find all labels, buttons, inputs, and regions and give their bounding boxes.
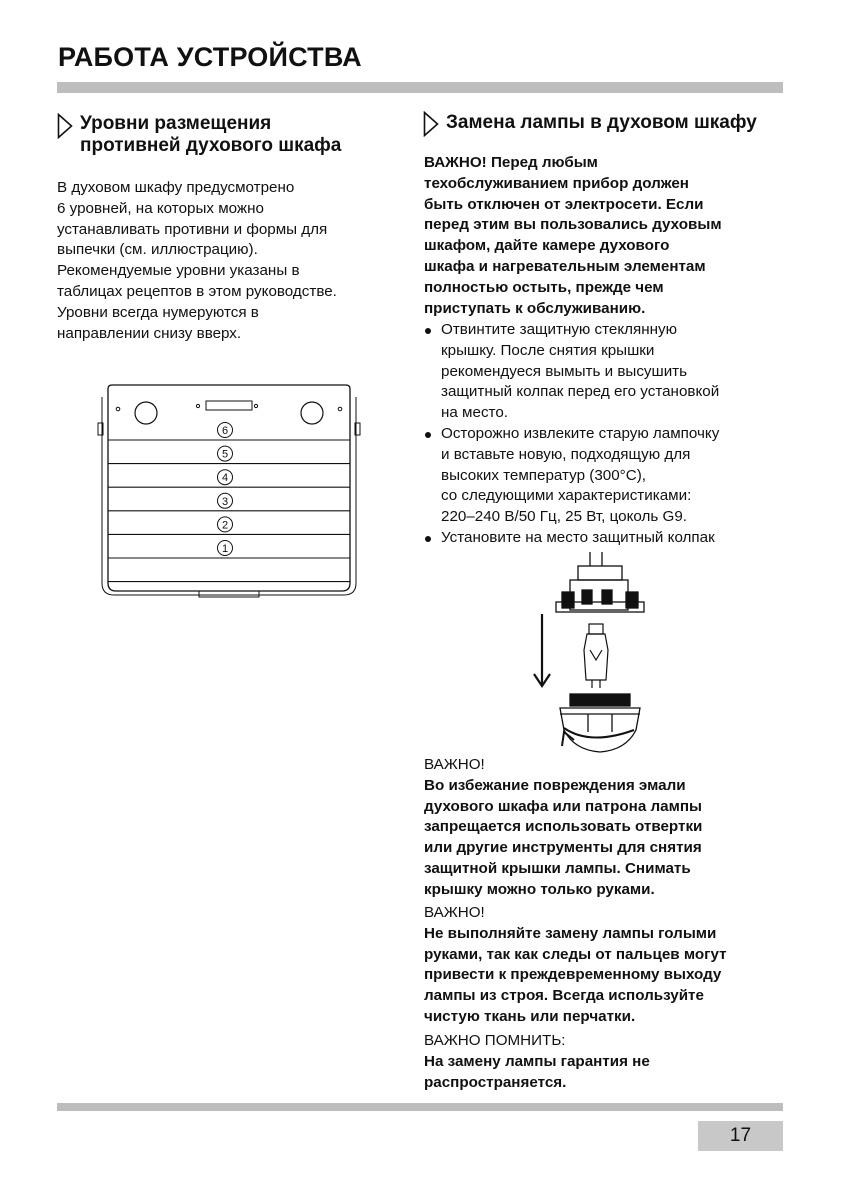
text-line: со следующими характеристиками: xyxy=(441,487,692,505)
footer-rule xyxy=(57,1103,783,1111)
heading-line: Уровни размещения xyxy=(80,113,272,134)
text-line: На замену лампы гарантия не xyxy=(424,1052,650,1070)
list-item xyxy=(424,320,719,424)
text-line: шкафом, дайте камере духового xyxy=(424,237,670,255)
section-heading-levels xyxy=(80,113,341,157)
text-line: Во избежание повреждения эмали xyxy=(424,776,686,794)
warning-body xyxy=(424,776,702,901)
text-line: высоких температур (300°C), xyxy=(441,466,646,484)
level-number: 6 xyxy=(221,425,229,437)
levels-description xyxy=(57,178,337,344)
warning-body xyxy=(424,924,727,1028)
text-line: 6 уровней, на которых можно xyxy=(57,199,264,217)
level-number: 3 xyxy=(221,495,229,508)
section-heading-lamp: Замена лампы в духовом шкафу xyxy=(446,112,757,133)
text-line: таблицах рецептов в этом руководстве. xyxy=(57,282,337,300)
text-line: духового шкафа или патрона лампы xyxy=(424,797,702,815)
level-number: 2 xyxy=(221,519,229,532)
lamp-steps-list xyxy=(424,320,719,549)
header-rule xyxy=(57,82,783,93)
lamp-replacement-illustration xyxy=(530,550,660,755)
warning-bare-hands xyxy=(424,903,727,1028)
text-line: Рекомендуемые уровни указаны в xyxy=(57,262,300,280)
text-line: выпечки (см. иллюстрацию). xyxy=(57,241,258,259)
g9-bulb-icon xyxy=(584,624,608,688)
text-line: привести к преждевременному выходу xyxy=(424,966,722,984)
text-line: полностью остыть, прежде чем xyxy=(424,278,664,296)
text-line: или другие инструменты для снятия xyxy=(424,839,702,857)
bullet-icon xyxy=(425,328,431,334)
level-rails xyxy=(108,423,350,582)
level-number: 5 xyxy=(221,448,229,461)
triangle-outline-icon xyxy=(57,113,73,139)
warning-title: ВАЖНО! xyxy=(424,756,485,773)
heading-line: противней духового шкафа xyxy=(80,135,342,156)
text-line: на место. xyxy=(441,404,508,422)
warning-before-service xyxy=(424,153,722,319)
text-line: приступать к обслуживанию. xyxy=(424,299,646,317)
text-line: и вставьте новую, подходящую для xyxy=(441,445,691,463)
text-line: чистую ткань или перчатки. xyxy=(424,1007,636,1025)
text-line: В духовом шкафу предусмотрено xyxy=(57,179,295,196)
arrow-down-icon xyxy=(534,614,550,686)
warning-tools xyxy=(424,755,702,901)
text-line: Не выполняйте замену лампы голыми xyxy=(424,924,717,942)
text-line: техобслуживанием прибор должен xyxy=(424,174,689,192)
warning-title: ВАЖНО ПОМНИТЬ: xyxy=(424,1032,566,1049)
text-line: шкафа и нагревательным элементам xyxy=(424,257,706,275)
list-item xyxy=(424,424,719,528)
text-line: запрещается использовать отвертки xyxy=(424,818,703,836)
level-number: 1 xyxy=(221,543,229,555)
page-title: РАБОТА УСТРОЙСТВА xyxy=(58,42,362,72)
text-line: защитный колпак перед его установкой xyxy=(441,383,720,401)
text-line: направлении снизу вверх. xyxy=(57,324,242,342)
bullet-icon xyxy=(425,432,431,438)
text-line: Осторожно извлеките старую лампочку xyxy=(441,424,720,442)
text-line: руками, так как следы от пальцев могут xyxy=(424,945,727,963)
text-line: защитной крышки лампы. Снимать xyxy=(424,859,691,877)
text-line: 220–240 В/50 Гц, 25 Вт, цоколь G9. xyxy=(441,508,687,526)
text-line: перед этим вы пользовались духовым xyxy=(424,216,722,234)
triangle-outline-icon xyxy=(423,111,439,137)
text-line: Уровни всегда нумеруются в xyxy=(57,303,259,321)
warning-body xyxy=(424,1052,650,1094)
text-line: лампы из строя. Всегда используйте xyxy=(424,987,704,1005)
text-line: Установите на место защитный колпак xyxy=(441,528,715,546)
warning-warranty xyxy=(424,1031,650,1093)
glass-cover-icon xyxy=(560,694,640,752)
text-line: крышку можно только руками. xyxy=(424,880,655,898)
level-number: 4 xyxy=(221,472,229,485)
text-line: Отвинтите защитную стеклянную xyxy=(441,321,678,338)
oven-levels-illustration xyxy=(94,383,364,605)
text-line: распространяется. xyxy=(424,1073,567,1091)
lamp-socket-icon xyxy=(556,552,644,612)
text-line: крышку. После снятия крышки xyxy=(441,341,655,359)
text-line: ВАЖНО! Перед любым xyxy=(424,154,598,171)
bullet-icon xyxy=(425,536,431,542)
list-item xyxy=(424,528,719,549)
text-line: быть отключен от электросети. Если xyxy=(424,195,704,213)
page-number: 17 xyxy=(698,1121,783,1151)
text-line: рекомендуеся вымыть и высушить xyxy=(441,362,688,380)
warning-title: ВАЖНО! xyxy=(424,904,485,921)
text-line: устанавливать противни и формы для xyxy=(57,220,328,238)
